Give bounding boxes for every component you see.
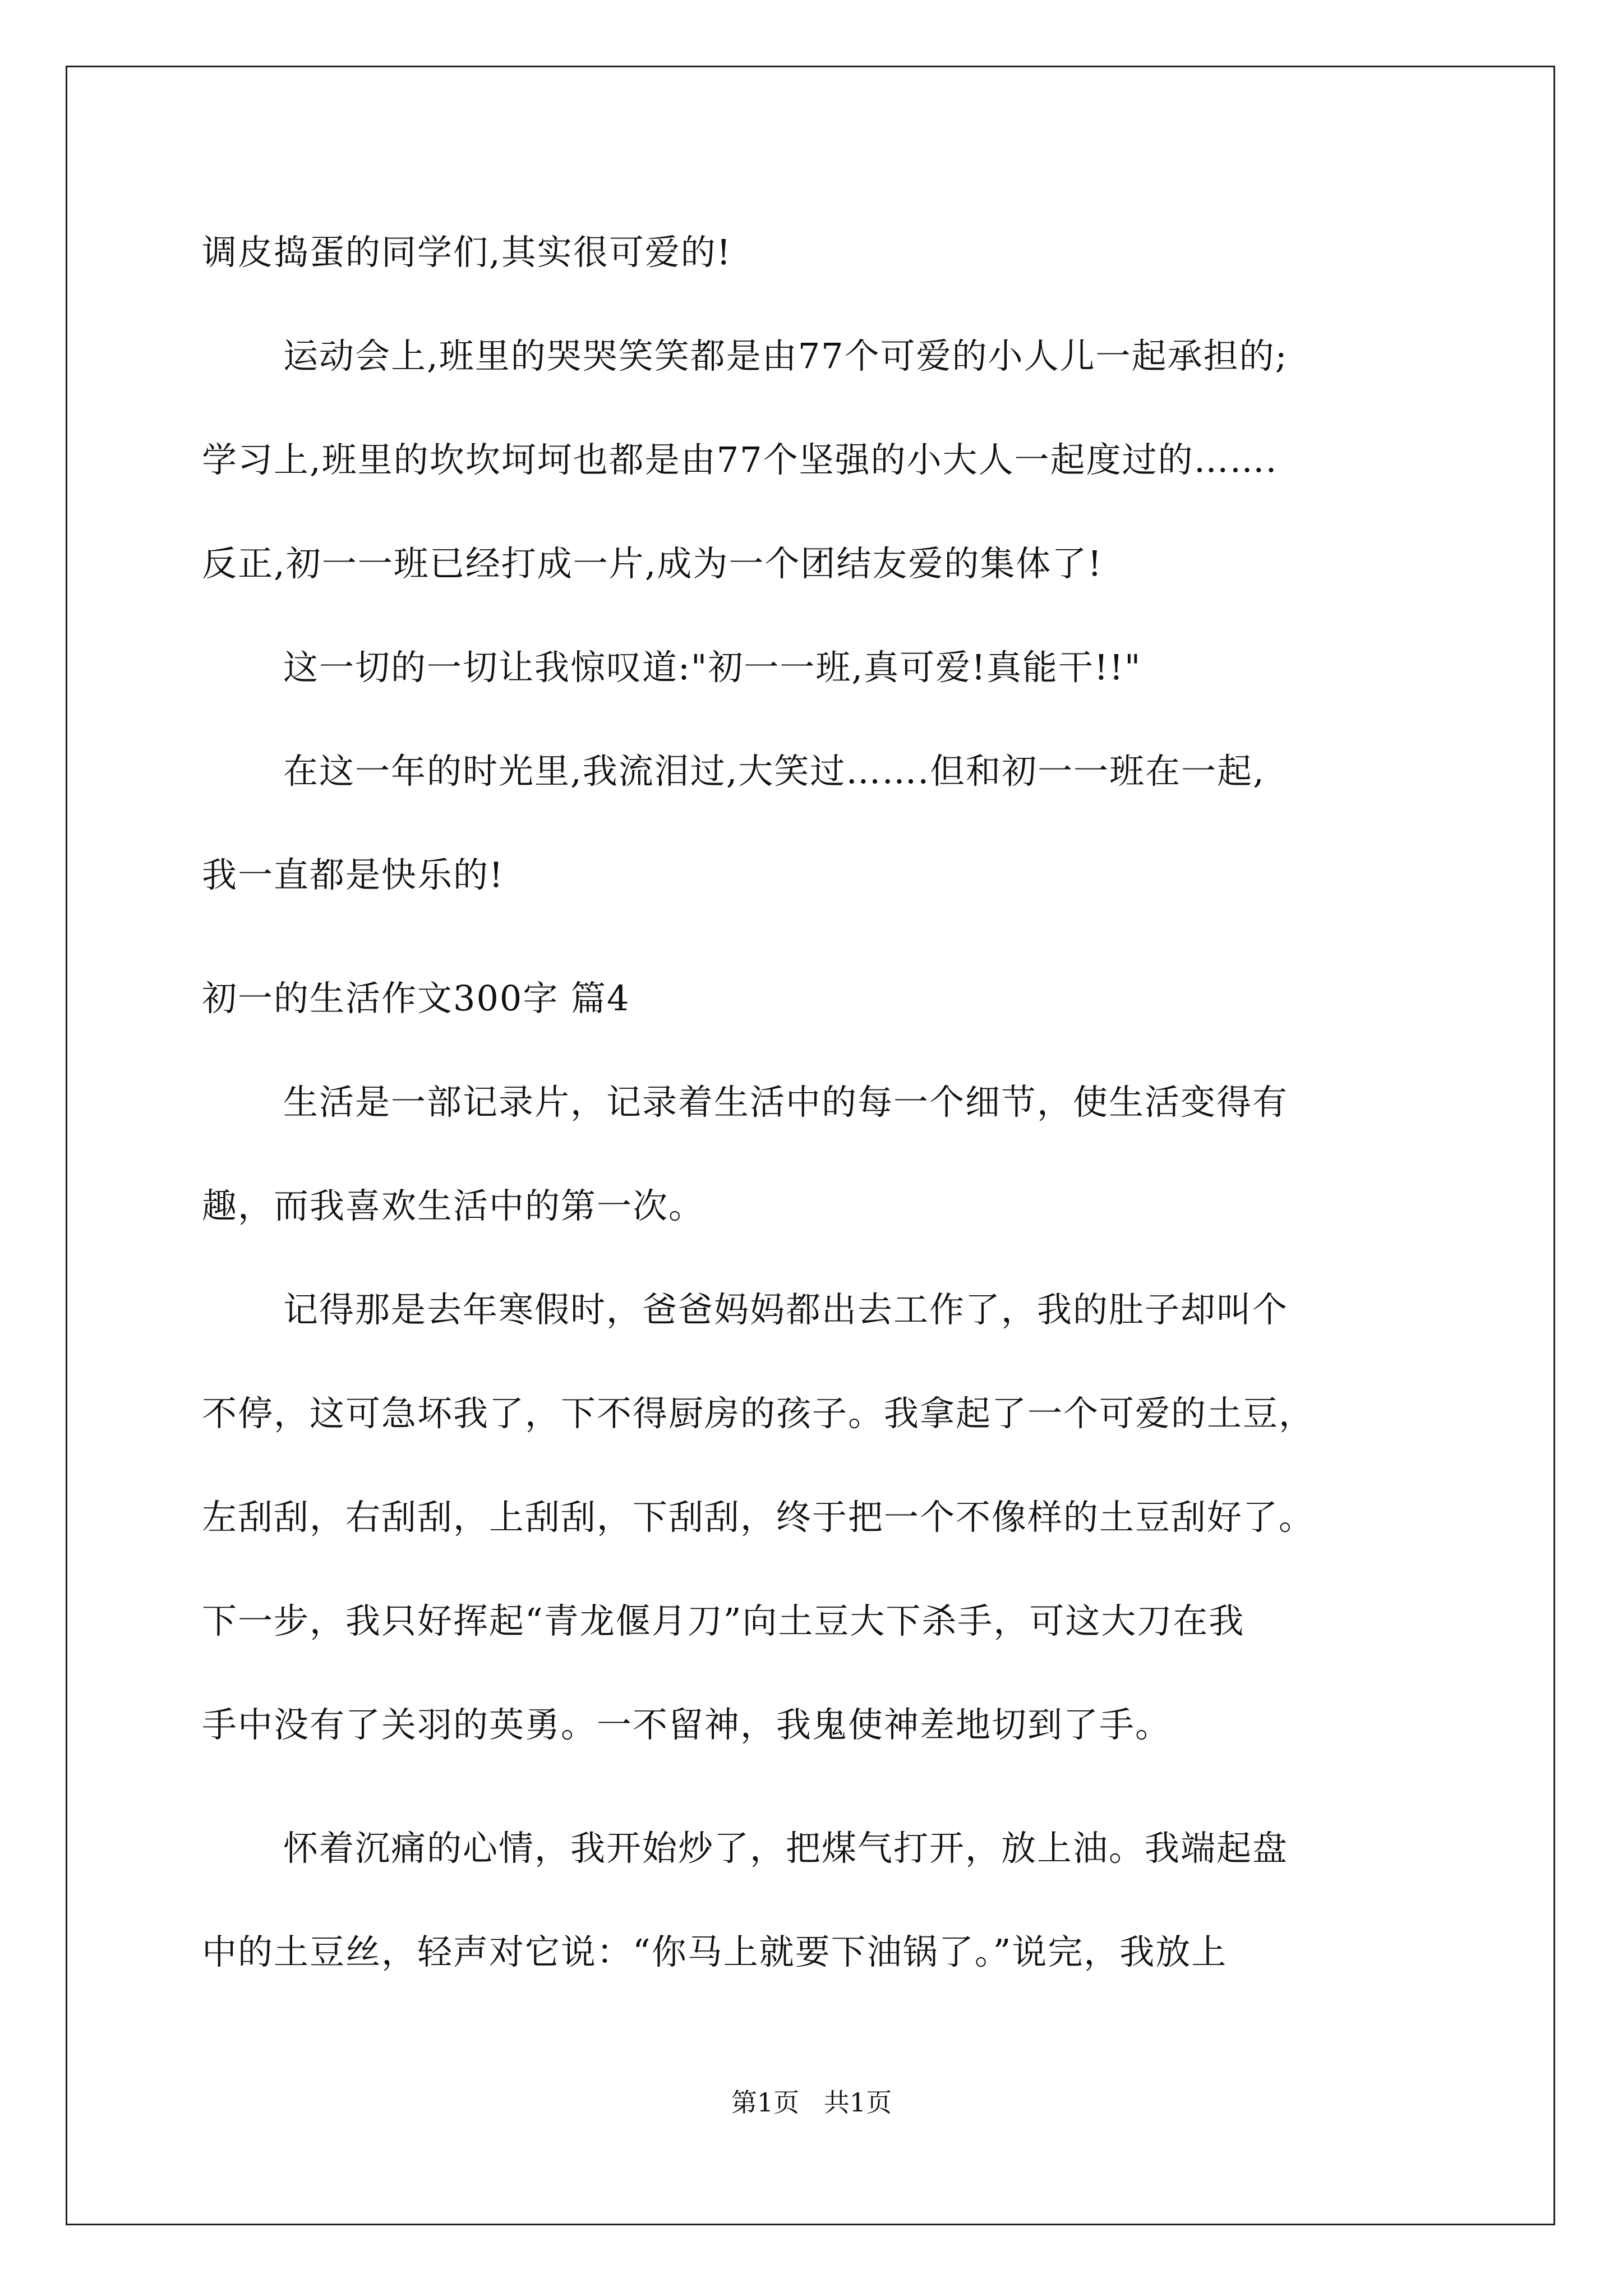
text-line-17: 中的土豆丝，轻声对它说：“你马上就要下油锅了。”说完，我放上: [202, 1931, 1228, 1972]
text-line-16: 怀着沉痛的心情，我开始炒了，把煤气打开，放上油。我端起盘: [283, 1828, 1289, 1869]
text-line-13: 左刮刮，右刮刮，上刮刮，下刮刮，终于把一个不像样的土豆刮好了。: [202, 1497, 1315, 1538]
text-line-6: 在这一年的时光里,我流泪过,大笑过…….但和初一一班在一起,: [283, 751, 1265, 792]
section-heading: 初一的生活作文300字 篇4: [202, 978, 630, 1019]
text-line-11: 记得那是去年寒假时，爸爸妈妈都出去工作了，我的肚子却叫个: [283, 1289, 1289, 1330]
text-line-7: 我一直都是快乐的!: [202, 854, 504, 895]
page-border: [66, 66, 1555, 2225]
text-line-1: 调皮捣蛋的同学们,其实很可爱的!: [202, 232, 732, 273]
text-line-4: 反正,初一一班已经打成一片,成为一个团结友爱的集体了!: [202, 543, 1103, 584]
text-line-14: 下一步，我只好挥起“青龙偃月刀”向土豆大下杀手，可这大刀在我: [202, 1600, 1245, 1641]
text-line-10: 趣，而我喜欢生活中的第一次。: [202, 1185, 705, 1226]
text-line-2: 运动会上,班里的哭哭笑笑都是由77个可爱的小人儿一起承担的;: [283, 335, 1288, 376]
text-line-15: 手中没有了关羽的英勇。一不留神，我鬼使神差地切到了手。: [202, 1704, 1172, 1745]
text-line-9: 生活是一部记录片，记录着生活中的每一个细节，使生活变得有: [283, 1082, 1289, 1122]
page-footer: 第1页 共1页: [731, 2087, 892, 2118]
text-line-3: 学习上,班里的坎坎坷坷也都是由77个坚强的小大人一起度过的…….: [202, 439, 1278, 480]
text-line-12: 不停，这可急坏我了，下不得厨房的孩子。我拿起了一个可爱的土豆，: [202, 1393, 1315, 1434]
text-line-5: 这一切的一切让我惊叹道:"初一一班,真可爱!真能干!!": [283, 647, 1142, 688]
